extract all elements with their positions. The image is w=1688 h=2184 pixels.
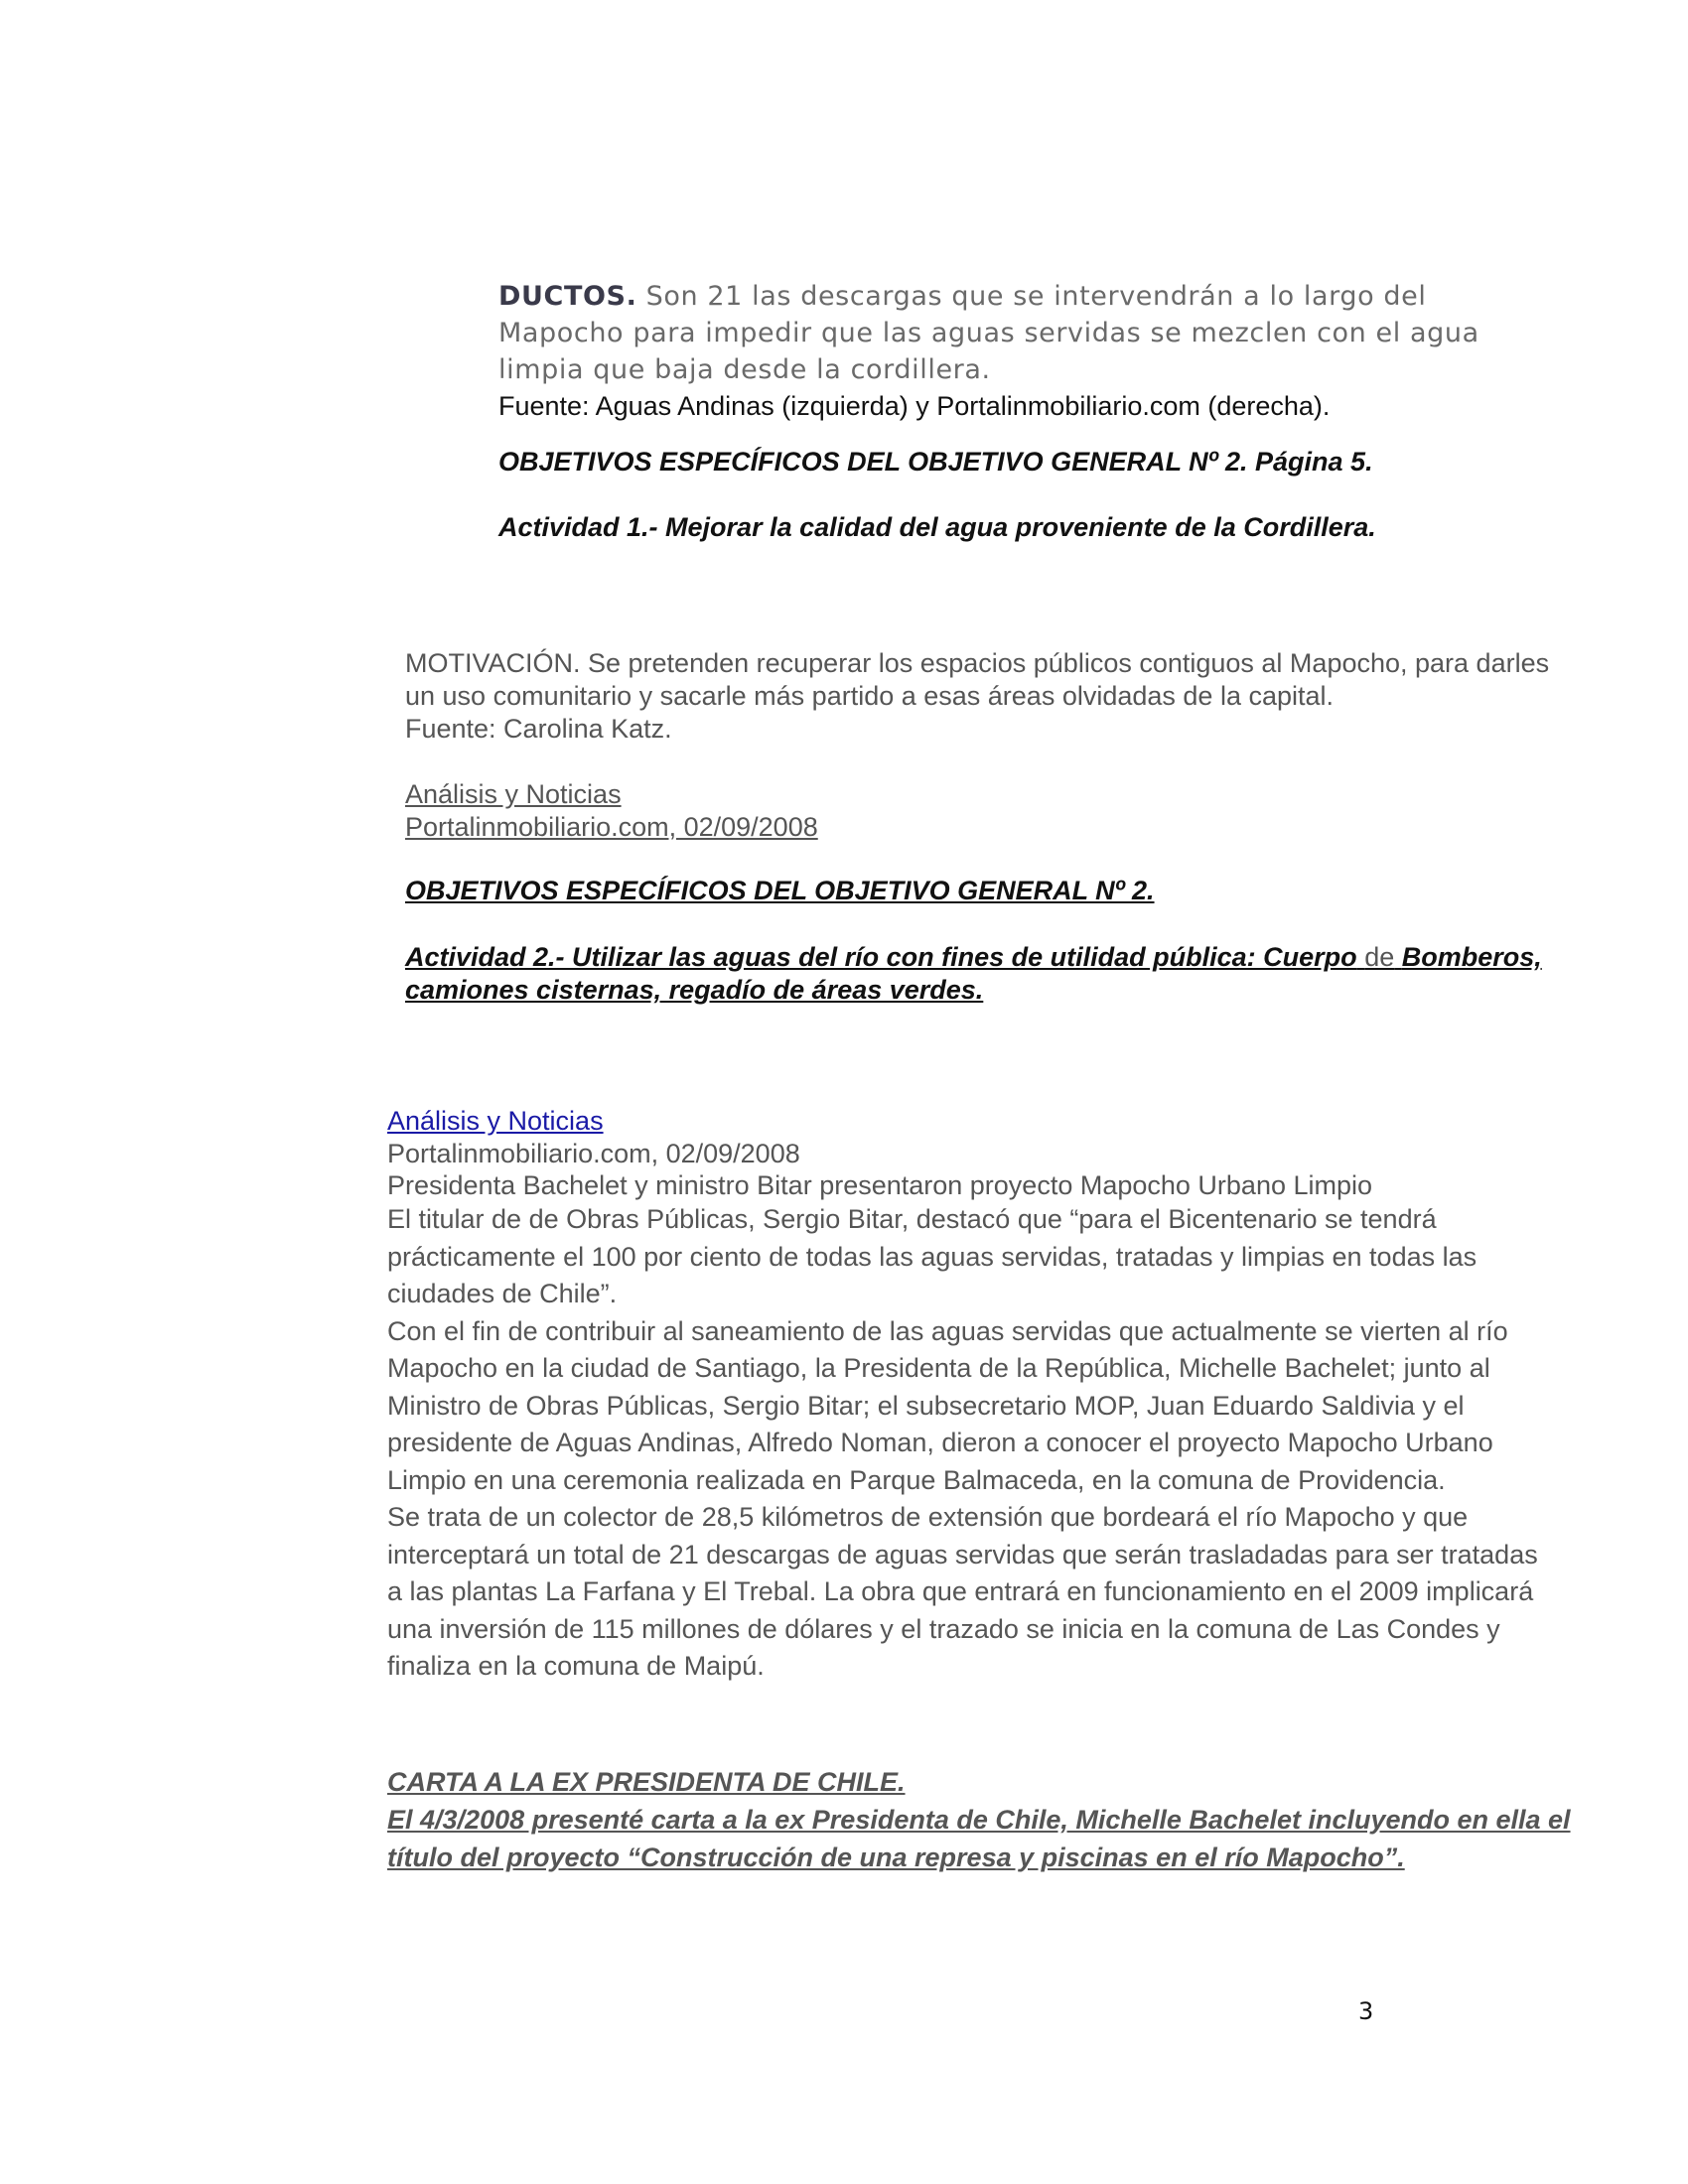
carta-title: CARTA A LA EX PRESIDENTA DE CHILE. <box>387 1767 906 1797</box>
analisis-block <box>405 778 818 844</box>
motivacion-source: Fuente: Carolina Katz. <box>405 714 672 744</box>
page-number: 3 <box>1358 1997 1374 2025</box>
news-headline: Presidenta Bachelet y ministro Bitar presentaron proyecto Mapocho Urbano Limpio <box>387 1170 1373 1200</box>
news-paragraph-3: Se trata de un colector de 28,5 kilómetros de extensión que bordeará el río Mapocho y que interceptará un total de 21 descargas de aguas servidas que serán trasladadas para ser tratadas a las plantas La Farfana y El Trebal. La obra que entrará en funcionamiento en el 2009 implicará una inversión de 115 millones de dólares y el trazado se inicia en la comuna de Las Condes y finaliza en la comuna de Maipú. <box>387 1502 1538 1681</box>
ductos-caption <box>498 278 1531 425</box>
ductos-lead: DUCTOS. <box>498 281 637 312</box>
news-paragraph-2: Con el fin de contribuir al saneamiento de las aguas servidas que actualmente se vierten al río Mapocho en la ciudad de Santiago, la Presidenta de la República, Michelle Bachelet; junto al Ministro de Obras Públicas, Sergio Bitar; el subsecretario MOP, Juan Eduardo Saldivia y el presidente de Aguas Andinas, Alfredo Noman, dieron a conocer el proyecto Mapocho Urbano Limpio en una ceremonia realizada en Parque Balmaceda, en la comuna de Providencia. <box>387 1315 1508 1495</box>
ductos-source: Fuente: Aguas Andinas (izquierda) y Portalinmobiliario.com (derecha). <box>498 391 1331 421</box>
news-paragraph-1: El titular de de Obras Públicas, Sergio Bitar, destacó que “para el Bicentenario se tendrá prácticamente el 100 por ciento de todas las aguas servidas, tratadas y limpias en todas las ciudades de Chile”. <box>387 1204 1477 1308</box>
actividad-2 <box>405 941 1567 1007</box>
carta-text: El 4/3/2008 presenté carta a la ex Presidenta de Chile, Michelle Bachelet incluyendo en ella el título del proyecto “Construcción de una represa y piscinas en el río Mapocho”. <box>387 1805 1571 1872</box>
analisis-source-date: Portalinmobiliario.com, 02/09/2008 <box>405 812 818 842</box>
objetivos-heading-1: OBJETIVOS ESPECÍFICOS DEL OBJETIVO GENERAL Nº 2. Página 5. <box>498 447 1373 477</box>
news-article <box>387 1104 1559 1686</box>
carta-section <box>387 1763 1579 1876</box>
motivacion-text: MOTIVACIÓN. Se pretenden recuperar los espacios públicos contiguos al Mapocho, para darles un uso comunitario y sacarle más partido a esas áreas olvidadas de la capital. <box>405 648 1550 711</box>
ductos-text: Son 21 las descargas que se intervendrán a lo largo del Mapocho para impedir que las aguas servidas se mezclen con el agua limpia que baja desde la cordillera. <box>498 281 1479 385</box>
actividad-2-text-2: Bomberos, camiones cisternas, regadío de áreas verdes. <box>405 942 1542 1005</box>
news-link[interactable]: Análisis y Noticias <box>387 1106 604 1136</box>
motivacion-caption <box>405 647 1557 746</box>
objetivos-heading-2: OBJETIVOS ESPECÍFICOS DEL OBJETIVO GENERAL Nº 2. <box>405 876 1155 905</box>
analisis-title: Análisis y Noticias <box>405 779 622 809</box>
actividad-1: Actividad 1.- Mejorar la calidad del agua proveniente de la Cordillera. <box>498 512 1376 542</box>
news-source-date: Portalinmobiliario.com, 02/09/2008 <box>387 1139 800 1168</box>
actividad-2-text: Actividad 2.- Utilizar las aguas del río con fines de utilidad pública: Cuerpo <box>405 942 1357 972</box>
actividad-2-word: de <box>1364 942 1395 972</box>
